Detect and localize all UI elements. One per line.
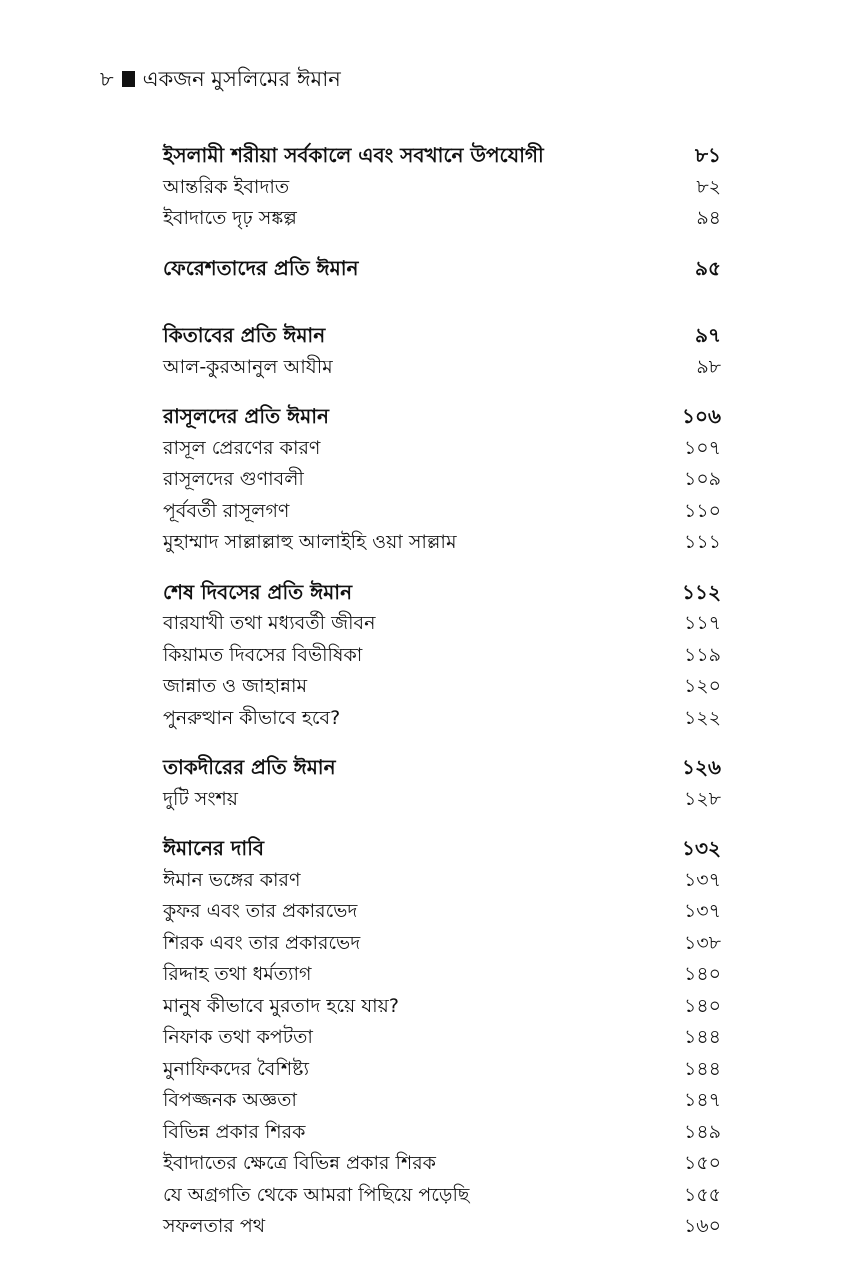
entry-page: ১১৭	[683, 612, 721, 634]
chapter-title: ঈমানের দাবি	[163, 836, 265, 860]
toc-entry-row	[163, 928, 721, 960]
entry-page: ৯৪	[696, 207, 721, 229]
toc-entry-row	[163, 203, 721, 235]
chapter-page: ১০৬	[682, 404, 721, 428]
entry-page: ৮২	[696, 175, 721, 198]
entry-title: জান্নাত ও জাহান্নাম	[163, 675, 308, 697]
entry-title: ইবাদাতে দৃঢ় সঙ্কল্প	[163, 207, 297, 229]
toc-entry-row	[163, 1211, 721, 1243]
entry-page: ১২০	[683, 675, 721, 697]
toc-chapter-row	[163, 320, 721, 352]
chapter-title: তাকদীরের প্রতি ঈমান	[163, 755, 336, 779]
toc-section	[163, 752, 721, 815]
entry-title: বিভিন্ন প্রকার শিরক	[163, 1120, 306, 1143]
table-of-contents	[163, 140, 721, 1261]
toc-entry-row	[163, 352, 721, 384]
entry-page: ১৪০	[683, 994, 721, 1017]
chapter-title: শেষ দিবসের প্রতি ঈমান	[163, 579, 353, 604]
entry-page: ১৩৮	[683, 931, 721, 954]
toc-section	[163, 401, 721, 559]
chapter-title: ফেরেশতাদের প্রতি ঈমান	[163, 255, 359, 280]
entry-page: ১৫০	[683, 1152, 721, 1174]
entry-title: ইবাদাতের ক্ষেত্রে বিভিন্ন প্রকার শিরক	[163, 1152, 436, 1174]
entry-page: ১২২	[683, 706, 721, 729]
running-header	[100, 64, 341, 94]
entry-title: রাসূল প্রেরণের কারণ	[163, 436, 321, 459]
entry-page: ১১১	[684, 531, 721, 553]
entry-title: দুটি সংশয়	[163, 787, 238, 810]
entry-page: ১৪৭	[683, 1089, 721, 1111]
entry-page: ১২৮	[683, 787, 721, 810]
entry-title: কিয়ামত দিবসের বিভীষিকা	[163, 643, 363, 666]
chapter-title: কিতাবের প্রতি ঈমান	[163, 323, 326, 347]
toc-section	[163, 833, 721, 1243]
toc-chapter-row	[163, 253, 721, 285]
entry-title: রাসূলদের গুণাবলী	[163, 468, 304, 490]
square-bullet-icon	[122, 71, 135, 87]
entry-page: ১১০	[683, 499, 721, 522]
entry-page: ১৪০	[683, 963, 721, 985]
toc-chapter-row	[163, 577, 721, 609]
toc-entry-row	[163, 172, 721, 204]
entry-page: ১৩৭	[683, 868, 721, 891]
entry-title: শিরক এবং তার প্রকারভেদ	[163, 931, 361, 954]
toc-entry-row	[163, 1148, 721, 1180]
toc-entry-row	[163, 896, 721, 928]
entry-page: ১০৯	[683, 468, 721, 490]
toc-entry-row	[163, 1022, 721, 1054]
toc-chapter-row	[163, 833, 721, 865]
toc-entry-row	[163, 671, 721, 703]
toc-chapter-row	[163, 401, 721, 433]
entry-page: ১৩৭	[683, 900, 721, 922]
chapter-page: ১২৬	[682, 755, 721, 779]
toc-entry-row	[163, 527, 721, 559]
entry-page: ১১৯	[684, 643, 721, 666]
entry-title: নিফাক তথা কপটতা	[163, 1026, 313, 1048]
entry-title: বিপজ্জনক অজ্ঞতা	[163, 1089, 297, 1111]
entry-title: সফলতার পথ	[163, 1215, 266, 1237]
entry-page: ১০৭	[683, 436, 721, 459]
toc-entry-row	[163, 640, 721, 672]
toc-section	[163, 253, 721, 285]
toc-entry-row	[163, 464, 721, 496]
toc-entry-row	[163, 959, 721, 991]
entry-title: রিদ্দাহ তথা ধর্মত্যাগ	[163, 963, 312, 985]
entry-title: পূর্ববর্তী রাসূলগণ	[163, 499, 290, 522]
chapter-page: ৯৫	[695, 255, 721, 280]
toc-entry-row	[163, 991, 721, 1023]
toc-entry-row	[163, 1054, 721, 1086]
toc-section	[163, 577, 721, 735]
chapter-page: ৮১	[695, 143, 721, 167]
chapter-page: ৯৭	[695, 323, 721, 347]
entry-page: ১৪৪	[684, 1026, 721, 1048]
toc-entry-row	[163, 703, 721, 735]
entry-page: ৯৮	[696, 355, 721, 378]
entry-page: ১৬০	[683, 1215, 721, 1237]
toc-entry-row	[163, 784, 721, 816]
toc-chapter-row	[163, 752, 721, 784]
entry-title: আন্তরিক ইবাদাত	[163, 175, 290, 198]
toc-entry-row	[163, 608, 721, 640]
entry-title: মানুষ কীভাবে মুরতাদ হয়ে যায়?	[163, 994, 399, 1017]
toc-chapter-row	[163, 140, 721, 172]
toc-section	[163, 320, 721, 383]
entry-page: ১৪৯	[684, 1120, 721, 1143]
chapter-page: ১৩২	[682, 836, 721, 860]
entry-page: ১৫৫	[684, 1183, 721, 1206]
entry-title: ঈমান ভঙ্গের কারণ	[163, 868, 301, 891]
book-title: একজন মুসলিমের ঈমান	[142, 67, 341, 91]
toc-entry-row	[163, 433, 721, 465]
entry-title: আল-কুরআনুল আযীম	[163, 355, 333, 378]
entry-title: বারযাখী তথা মধ্যবর্তী জীবন	[163, 612, 376, 634]
toc-entry-row	[163, 1180, 721, 1212]
entry-title: মুনাফিকদের বৈশিষ্ট্য	[163, 1057, 309, 1080]
entry-title: মুহাম্মাদ সাল্লাল্লাহু আলাইহি ওয়া সাল্লাম	[163, 531, 457, 553]
toc-entry-row	[163, 1085, 721, 1117]
toc-entry-row	[163, 1117, 721, 1149]
entry-page: ১৪৪	[684, 1057, 721, 1080]
chapter-page: ১১২	[682, 579, 721, 604]
chapter-title: রাসূলদের প্রতি ঈমান	[163, 404, 329, 428]
entry-title: পুনরুত্থান কীভাবে হবে?	[163, 706, 341, 729]
entry-title: কুফর এবং তার প্রকারভেদ	[163, 900, 358, 922]
toc-entry-row	[163, 496, 721, 528]
entry-title: যে অগ্রগতি থেকে আমরা পিছিয়ে পড়েছি	[163, 1183, 470, 1206]
chapter-title: ইসলামী শরীয়া সর্বকালে এবং সবখানে উপযোগী	[163, 143, 544, 167]
toc-section	[163, 140, 721, 235]
toc-entry-row	[163, 865, 721, 897]
page-number: ৮	[100, 67, 114, 91]
